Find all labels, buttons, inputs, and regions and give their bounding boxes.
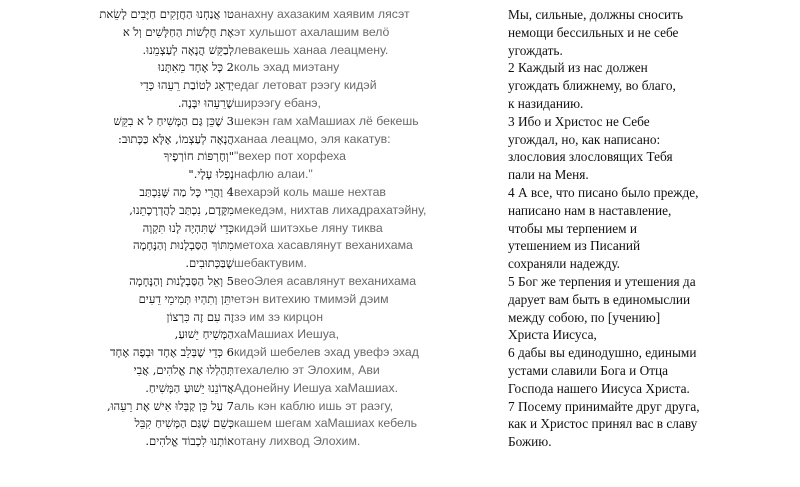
russian-text-line: 7 Посему принимайте друг друга,: [508, 398, 700, 414]
hebrew-text-line: תְּהַלְלוּ אֶת אֱלֹהִים, אֲבִי: [133, 362, 234, 377]
transliteration-text-line: веоЭлея асавлянут веханихама: [234, 273, 417, 288]
transliteration-text-line: коль эхад миэтану: [234, 60, 340, 75]
transliteration-text-line: кидэй шитэхье ляну тиква: [234, 220, 383, 235]
hebrew-text-line: מִתּוֹךְ הַסַּבְלָנוּת וְהַנֶּחָמָה: [132, 238, 234, 253]
transliteration-text-line: етэн витехию тмимэй дэим: [234, 291, 389, 306]
hebrew-text-line: 3 שֶׁכֵּן גַּם הַמָּשִׁיחַ לֹ א בִקֵּשׁ: [113, 113, 234, 128]
hebrew-text-line: "וְחֶרְפּוֹת חוֹרְפֶיךָ: [163, 149, 234, 164]
transliteration-text-line: техалелю эт Элохим, Ави: [234, 362, 380, 377]
transliteration-text-line: едаг летоват рээгу кидэй: [234, 78, 377, 93]
transliteration-text-line: анахну ахазаким хаявим лясэт: [234, 7, 410, 21]
hebrew-text-line: מִקֶּדֶם, נִכְתַּב לַהֲדְרָכָתֵנוּ,: [129, 202, 234, 217]
russian-text-line: злословия злословящих Тебя: [508, 149, 673, 165]
russian-text-line: угождал, но, как написано:: [508, 131, 661, 147]
russian-text-line: Христа Иисуса,: [508, 327, 597, 343]
transliteration-text-line: вехарэй коль маше нехтав: [234, 184, 386, 199]
russian-text-line: угождать.: [508, 42, 563, 58]
hebrew-text-line: נָפְלוּ עָלָי.": [188, 167, 234, 182]
transliteration-text-line: ширээгу ебанэ,: [234, 95, 321, 110]
hebrew-text-line: טו אֲנַחְנוּ הַחֲזָקִים חַיָּבִים לָשֵׂאת: [99, 7, 234, 21]
russian-text-line: написано нам в наставление,: [508, 202, 672, 218]
russian-text-line: к назиданию.: [508, 95, 584, 111]
hebrew-text-line: אֲדוֹנֵנוּ יֵשׁוּעַ הַמָּשִׁיחַ.: [145, 380, 234, 395]
hebrew-text-line: יִתֵּן וְתִהְיוּ תְּמִימֵי דֵעִים: [138, 291, 234, 306]
transliteration-text-line: шекэн гам хаМашиах лё бекешь: [234, 113, 419, 128]
russian-text-line: пали на Меня.: [508, 167, 589, 183]
russian-text-line: дарует вам быть в единомыслии: [508, 291, 691, 307]
transliteration-text-line: кашем шегам хаМашиах кебель: [234, 416, 418, 431]
transliteration-text-line: нафлю алаи.": [234, 167, 313, 182]
transliteration-text-line: шебактувим.: [234, 256, 307, 271]
hebrew-text-line: זֶה עִם זֶה כִּרְצוֹן: [166, 309, 234, 324]
hebrew-text-line: שֶׁבַּכְּתוּבִים.: [185, 256, 234, 271]
hebrew-text-line: 2 כָּל אֶחָד מֵאִתָּנוּ: [158, 60, 234, 75]
transliteration-text-line: мекедэм, нихтав лихадрахатэйну,: [234, 202, 427, 217]
russian-text-line: 6 дабы вы единодушно, едиными: [508, 345, 697, 361]
russian-text-line: Мы, сильные, должны сносить: [508, 7, 684, 22]
hebrew-text-line: הֲנָאָה לְעַצְמוֹ, אֶלָּא כַּכָּתוּב:: [118, 131, 234, 146]
transliteration-text-line: хаМашиах Иешуа,: [234, 327, 340, 342]
transliteration-text-line: кидэй шебелев эхад увефэ эхад: [234, 345, 419, 360]
hebrew-text-line: אֶת חֻלְשׁוֹת הַחַלָּשִׁים וְלֹ א: [122, 24, 234, 39]
russian-text-line: чтобы мы терпением и: [508, 220, 638, 236]
russian-text-line: 2 Каждый из нас должен: [508, 60, 648, 76]
hebrew-text-column: [40, 6, 234, 451]
hebrew-text-line: לְבַקֵּשׁ הֲנָאָה לְעַצְמֵנוּ.: [142, 42, 234, 57]
hebrew-text-line: הַמָּשִׁיחַ יֵשׁוּעַ,: [174, 327, 234, 342]
hebrew-text-line: כְּשֵׁם שֶׁגַּם הַמָּשִׁיחַ קִבֵּל: [134, 416, 234, 431]
russian-text-line: сохраняли надежду.: [508, 256, 621, 272]
russian-text-line: как и Христос принял вас в славу: [508, 416, 698, 432]
transliteration-text-column: [234, 6, 484, 451]
hebrew-text-line: אוֹתְנוּ לִכְבוֹד אֱלֹהִים.: [145, 434, 234, 449]
russian-text-line: Господа нашего Иисуса Христа.: [508, 380, 690, 396]
russian-text-column: [508, 6, 793, 451]
hebrew-text-line: 4 וַהֲרֵי כָּל מַה שֶּׁנִּכְתַּב: [139, 184, 234, 199]
russian-text-line: 5 Бог же терпения и утешения да: [508, 273, 696, 289]
hebrew-text-line: כְּדֵי שֶׁתִּהְיֶה לָנוּ תִּקְוָה: [142, 220, 234, 235]
transliteration-text-line: левакешь ханаа леацмену.: [234, 42, 389, 57]
russian-text-line: утешением из Писаний: [508, 238, 641, 254]
russian-text-line: устами славили Бога и Отца: [508, 362, 669, 378]
russian-text-line: 4 А все, что писано было прежде,: [508, 184, 699, 200]
transliteration-text-line: эт хульшот ахалашим велӧ: [234, 24, 390, 39]
transliteration-text-line: отану лихвод Элохим.: [234, 434, 361, 449]
transliteration-text-line: зэ им зэ кирцон: [234, 309, 324, 324]
russian-text-line: угождать ближнему, во благо,: [508, 78, 676, 94]
hebrew-text-line: 7 עַל כֵּן קַבְּלוּ אִישׁ אֶת רֵעֵהוּ,: [106, 398, 234, 413]
russian-text-line: между собою, по [учению]: [508, 309, 661, 325]
transliteration-text-line: аль кэн каблю ишь эт раэгу,: [234, 398, 394, 413]
hebrew-text-line: 5 וְאֵל הַסַּבְלָנוּת וְהַנֶּחָמָה: [129, 273, 234, 288]
hebrew-text-line: יְדַאֵג לְטוֹבַת רֵעֵהוּ כְּדֵי: [140, 78, 234, 93]
hebrew-text-line: 6 כְּדֵי שֶׁבְּלֵב אֶחָד וּבְפֶה אֶחָד: [110, 345, 234, 360]
russian-text-line: немощи бессильных и не себе: [508, 24, 679, 40]
russian-text-line: Божию.: [508, 434, 552, 450]
transliteration-text-line: метоха хасавлянут веханихама: [234, 238, 413, 253]
transliteration-text-line: "вехер пот хорфеха: [234, 149, 346, 164]
transliteration-text-line: ханаа леацмо, эля какатув:: [234, 131, 391, 146]
hebrew-text-line: שֶׁרֵעֵהוּ יִבָּנֶה.: [177, 95, 234, 110]
russian-text-line: 3 Ибо и Христос не Себе: [508, 113, 650, 129]
transliteration-text-line: Адонейну Иешуа хаМашиах.: [234, 380, 399, 395]
